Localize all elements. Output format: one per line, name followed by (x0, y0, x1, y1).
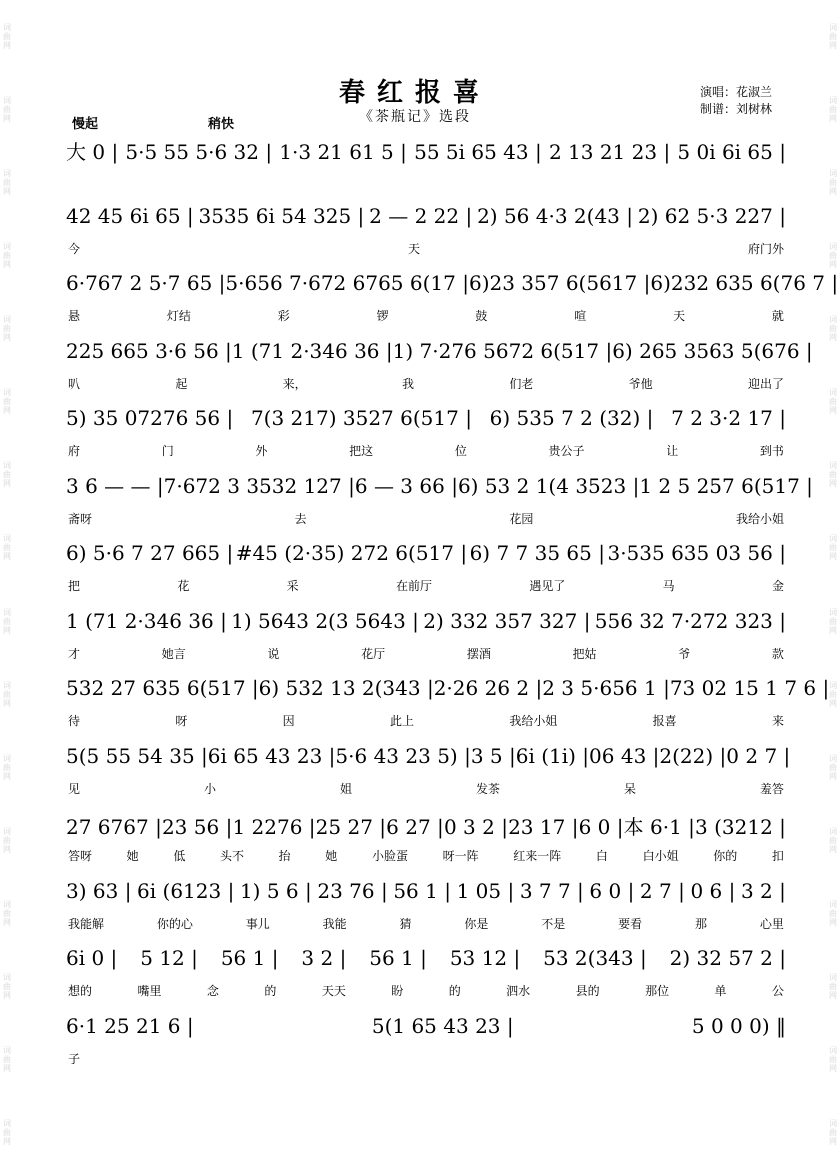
lyric-word: 们老 (509, 376, 534, 391)
lyric-word: 心里 (759, 916, 784, 931)
measure: 6)23 357 6(5617 | (468, 271, 651, 295)
measure: 1 (71 2·346 36 | (66, 608, 227, 633)
lyric-word: 呀 (175, 714, 188, 728)
measure: 2 7 | (639, 878, 685, 903)
lyric-word: 就 (771, 309, 784, 323)
lyric-line (66, 375, 786, 392)
measure: 1) 5643 2(3 5643 | (231, 608, 419, 633)
measure: 06 43 | (589, 743, 660, 768)
watermark: 词 曲 网 (3, 899, 11, 927)
measure: 2) 62 5·3 227 | (637, 203, 786, 228)
lyric-word: 呆 (623, 781, 636, 796)
lyric-word: 马 (662, 579, 675, 593)
measure: 2) 32 57 2 | (669, 946, 786, 970)
lyric-word: 她 (325, 849, 338, 863)
lyric-word: 花园 (509, 511, 534, 526)
lyric-word: 爷 (678, 646, 691, 661)
measure: 6 27 | (386, 815, 444, 839)
credits (700, 84, 772, 118)
measure: 6i 65 43 23 | (207, 743, 336, 768)
watermark: 词 曲 网 (3, 23, 11, 51)
notation-line (66, 1014, 786, 1038)
measure: 6i 0 | (66, 946, 118, 970)
notation-line (66, 946, 786, 970)
measure: 6) 532 13 2(343 | (258, 676, 434, 700)
watermark: 词 曲 网 (3, 607, 11, 635)
lyric-word: 爷他 (628, 376, 653, 391)
measure: 55 5i 65 43 | (414, 140, 542, 164)
measure: 1 2276 | (232, 815, 316, 839)
measure: 7(3 217) 3527 6(517 | (250, 406, 472, 430)
lyric-word: 报喜 (652, 714, 677, 728)
lyric-word: 呀一阵 (442, 849, 479, 863)
measure: 56 1 | (393, 878, 451, 903)
lyric-word: 要看 (618, 916, 643, 931)
notation-line (66, 541, 786, 565)
lyric-word: 单 (714, 984, 727, 998)
score-line (66, 466, 813, 534)
lyric-word: 到书 (759, 444, 784, 458)
lyric-word: 喧 (574, 309, 587, 323)
lyric-word: 低 (173, 849, 186, 863)
measure: 3 5 | (470, 743, 516, 768)
lyric-word: 你的心 (156, 916, 193, 931)
measure: 5·5 55 5·6 32 | (125, 140, 273, 164)
measure: 3535 6i 54 325 | (198, 203, 365, 228)
measure: 3 6 — — | (66, 473, 164, 498)
lyric-line (66, 510, 786, 527)
lyric-line (66, 915, 786, 932)
measure: 225 665 3·6 56 | (66, 338, 232, 363)
measure: 6i (1i) | (515, 743, 590, 768)
lyric-word: 斋呀 (68, 511, 93, 526)
watermark: 词 曲 网 (829, 534, 837, 562)
lyric-word: 天 (673, 309, 686, 323)
lyric-word: 红来一阵 (513, 849, 562, 863)
watermark: 词 曲 网 (3, 680, 11, 708)
measure: 6 0 | (578, 815, 624, 839)
lyric-line (66, 780, 786, 797)
lyric-word: 遇见了 (529, 579, 566, 593)
measure: 2 13 21 23 | (548, 140, 671, 164)
lyric-word: 你是 (464, 916, 489, 931)
watermark: 词 曲 网 (829, 1118, 837, 1146)
measure: 2 — 2 22 | (369, 203, 473, 228)
lyric-word: 来 (771, 714, 784, 728)
lyric-word: 泗水 (506, 984, 531, 998)
measure: 1 05 | (456, 878, 515, 903)
lyric-word: 她言 (161, 646, 186, 661)
score-line (66, 331, 813, 399)
lyric-word: 去 (294, 511, 307, 526)
notation-line (66, 406, 786, 430)
measure: 5(1 65 43 23 | (371, 1013, 514, 1038)
measure: 1) 5 6 | (239, 878, 312, 903)
lyric-line (66, 982, 786, 999)
score-line (66, 871, 786, 939)
lyric-word: 待 (68, 714, 81, 728)
score-line (66, 938, 786, 1006)
measure: 5) 35 07276 56 | (66, 406, 234, 430)
lyric-line (66, 577, 786, 594)
measure: 1 (71 2·346 36 | (231, 338, 393, 363)
measure: 1·3 21 61 5 | (279, 140, 407, 164)
measure: 6)232 635 6(76 7 | (650, 271, 839, 295)
measure: 7·672 3 3532 127 | (163, 473, 355, 498)
lyric-word: 盼 (391, 984, 404, 998)
lyric-word: 嘴里 (137, 984, 162, 998)
measure: 3 2 | (740, 878, 786, 903)
measure: 5·656 7·672 6765 6(17 | (225, 271, 469, 295)
lyric-word: 我能解 (68, 916, 105, 931)
lyric-word: 子 (68, 1051, 81, 1066)
notation-line (66, 879, 786, 903)
lyric-word: 位 (454, 444, 467, 458)
lyric-word: 把 (68, 579, 81, 593)
watermark: 词 曲 网 (829, 388, 837, 416)
lyric-word: 悬 (68, 309, 81, 323)
measure: 2) 56 4·3 2(43 | (477, 203, 633, 228)
lyric-line (66, 712, 786, 729)
watermark: 词 曲 网 (829, 607, 837, 635)
score-line (66, 668, 830, 736)
lyric-word: 那位 (645, 984, 670, 998)
measure: 5 0 0 0) ‖ (691, 1013, 786, 1038)
watermark: 词 曲 网 (829, 96, 837, 124)
lyric-word: 我给小姐 (509, 714, 558, 728)
lyric-word: 的 (448, 984, 461, 998)
measure: 532 27 635 6(517 | (66, 676, 259, 700)
watermark: 词 曲 网 (829, 242, 837, 270)
watermark: 词 曲 网 (3, 753, 11, 781)
lyric-word: 头不 (219, 849, 244, 863)
measure: 3 (3212 | (695, 815, 786, 839)
measure: 5 12 | (140, 946, 198, 970)
measure: 2·26 26 2 | (433, 676, 543, 700)
measure: 5(5 55 54 35 | (66, 743, 208, 768)
lyric-word: 府门外 (747, 241, 784, 256)
measure: 6) 535 7 2 (32) | (489, 406, 654, 430)
lyric-word: 外 (255, 444, 268, 458)
watermark: 词 曲 网 (829, 1045, 837, 1073)
measure: 23 76 | (317, 878, 388, 903)
measure: 3 2 | (301, 946, 347, 970)
notation-line (66, 204, 786, 228)
right-watermark-strip (826, 0, 840, 1169)
watermark: 词 曲 网 (829, 753, 837, 781)
measure: 1 2 5 257 6(517 | (639, 473, 813, 498)
lyric-word: 我给小姐 (735, 511, 784, 526)
tempo-mark-faster: 稍快 (208, 117, 235, 132)
notation-line (66, 473, 813, 498)
lyric-word: 天天 (321, 984, 346, 998)
lyric-word: 鼓 (475, 309, 488, 323)
lyric-word: 我能 (322, 916, 347, 931)
lyric-word: 来， (282, 376, 307, 391)
watermark: 词 曲 网 (829, 826, 837, 854)
lyric-word: 门 (161, 444, 174, 458)
notation-credit: 制谱：刘树林 (700, 102, 773, 116)
lyric-line (66, 645, 786, 662)
lyric-word: 迎出了 (747, 376, 784, 391)
lyric-word: 公 (771, 984, 784, 998)
notation-line (66, 338, 813, 363)
lyric-word: 小脸蛋 (371, 849, 408, 863)
lyric-word: 小 (203, 781, 216, 796)
measure: 6·767 2 5·7 65 | (66, 271, 226, 295)
measure: 7 2 3·2 17 | (671, 406, 786, 430)
lyric-word: 彩 (277, 309, 290, 323)
notation-line (66, 743, 791, 768)
lyric-word: 县的 (575, 984, 600, 998)
measure: 0 6 | (690, 878, 736, 903)
lyric-word: 她 (126, 849, 139, 863)
notation-line (66, 811, 786, 840)
watermark: 词 曲 网 (829, 899, 837, 927)
measure: 42 45 6i 65 | (66, 203, 194, 228)
measure: 6 0 | (589, 878, 635, 903)
notation-line (66, 136, 786, 165)
measure: 5 0i 6i 65 | (677, 140, 786, 164)
lyric-word: 花 (177, 579, 190, 593)
lyric-word: 锣 (376, 309, 389, 323)
watermark: 词 曲 网 (3, 972, 11, 1000)
lyric-word: 把这 (349, 444, 374, 458)
measure: 3) 63 | (66, 878, 132, 903)
measure: 23 56 | (161, 815, 233, 839)
tempo-mark-start: 慢起 (72, 117, 99, 132)
measure: 3·535 635 03 56 | (607, 541, 786, 565)
lyric-word: 你的 (713, 849, 738, 863)
song-title: 春红报喜 (338, 78, 491, 108)
watermark: 词 曲 网 (829, 23, 837, 51)
measure: 56 1 | (220, 946, 279, 970)
watermark: 词 曲 网 (829, 169, 837, 197)
lyric-word: 不是 (541, 916, 566, 931)
score-line (66, 398, 786, 466)
measure: 53 2(343 | (543, 946, 647, 970)
measure: 1) 7·276 5672 6(517 | (392, 338, 613, 363)
watermark: 词 曲 网 (3, 1118, 11, 1146)
measure: 73 02 15 1 7 6 | (669, 676, 830, 700)
score-line (66, 803, 786, 871)
lyric-word: 羞答 (759, 781, 784, 796)
lyric-word: 见 (68, 781, 81, 796)
score-line (66, 736, 791, 804)
watermark: 词 曲 网 (3, 315, 11, 343)
watermark: 词 曲 网 (829, 315, 837, 343)
lyric-word: 让 (666, 444, 679, 458)
lyric-word: 才 (68, 646, 81, 661)
lyric-word: 起 (175, 376, 188, 391)
watermark: 词 曲 网 (3, 169, 11, 197)
lyric-word: 天 (407, 241, 420, 256)
left-watermark-strip (0, 0, 14, 1169)
measure: 2 3 5·656 1 | (542, 676, 670, 700)
watermark: 词 曲 网 (829, 680, 837, 708)
lyric-word: 今 (68, 241, 81, 256)
singer-credit: 演唱：花淑兰 (700, 85, 773, 99)
score-line (66, 128, 786, 196)
measure: 56 1 | (369, 946, 427, 970)
measure: 2) 332 357 327 | (423, 608, 591, 633)
lyric-line (66, 1050, 786, 1067)
measure: 23 17 | (508, 815, 579, 839)
measure: 3 7 7 | (519, 878, 584, 903)
lyric-word: 我 (401, 376, 414, 391)
watermark: 词 曲 网 (3, 461, 11, 489)
lyric-word: 此上 (389, 714, 414, 728)
lyric-word: 的 (264, 984, 277, 998)
measure: 大 0 | (66, 140, 119, 164)
notation-line (66, 271, 839, 295)
lyric-word: 因 (282, 714, 295, 728)
lyric-word: 猜 (399, 916, 412, 931)
lyric-word: 款 (771, 646, 784, 661)
watermark: 词 曲 网 (3, 388, 11, 416)
lyric-word: 那 (695, 916, 708, 931)
measure: 53 12 | (449, 946, 521, 970)
lyric-word: 灯结 (166, 309, 191, 323)
lyric-word: 在前厅 (395, 579, 432, 593)
song-subtitle: 《茶瓶记》选段 (359, 109, 471, 125)
measure: 6) 7 7 35 65 | (469, 541, 605, 565)
lyric-word: 金 (771, 579, 784, 593)
watermark: 词 曲 网 (3, 534, 11, 562)
lyric-word: 花厅 (361, 646, 386, 661)
lyric-word: 白小姐 (642, 849, 679, 863)
watermark: 词 曲 网 (3, 96, 11, 124)
measure: 6) 53 2 1(4 3523 | (457, 473, 640, 498)
watermark: 词 曲 网 (829, 461, 837, 489)
measure: 5·6 43 23 5) | (335, 743, 471, 768)
score-line (66, 1006, 786, 1074)
notation-line (66, 609, 786, 633)
measure: 27 6767 | (66, 815, 162, 839)
measure: 本 6·1 | (623, 815, 695, 839)
measure: 6i (6123 | (137, 878, 235, 903)
watermark: 词 曲 网 (3, 242, 11, 270)
lyric-word: 白 (595, 849, 608, 863)
lyric-word: 府 (68, 444, 81, 458)
lyric-word: 采 (286, 579, 299, 593)
lyric-word: 摆酒 (466, 646, 491, 661)
lyric-word: 发茶 (475, 781, 500, 796)
lyric-line (66, 847, 786, 864)
measure: 6 — 3 66 | (354, 473, 458, 498)
lyric-line (66, 307, 786, 324)
measure: 6) 5·6 7 27 665 | (66, 541, 234, 565)
score-line (66, 196, 786, 264)
lyric-word: 抬 (278, 849, 291, 863)
measure: 2(22) | (659, 743, 727, 768)
measure: 25 27 | (315, 815, 387, 839)
measure: 556 32 7·272 323 | (594, 608, 786, 633)
lyric-line (66, 442, 786, 459)
lyric-word: 贵公子 (548, 444, 585, 458)
lyric-word: 扣 (771, 849, 784, 863)
lyric-word: 说 (267, 646, 280, 661)
measure: 0 3 2 | (443, 815, 508, 839)
lyric-word: 想的 (68, 984, 93, 998)
lyric-word: 念 (206, 984, 219, 998)
measure: 0 2 7 | (726, 743, 791, 768)
lyric-word: 答呀 (68, 849, 93, 863)
lyric-line (66, 240, 786, 257)
watermark: 词 曲 网 (829, 972, 837, 1000)
score-line (66, 533, 786, 601)
notation-line (66, 676, 830, 700)
measure: 6) 265 3563 5(676 | (612, 338, 813, 363)
lyric-word: 姐 (339, 781, 352, 796)
lyric-word: 叭 (68, 376, 81, 391)
measure: #45 (2·35) 272 6(517 | (235, 541, 468, 565)
score-line (66, 601, 786, 669)
measure: 6·1 25 21 6 | (66, 1013, 194, 1038)
watermark: 词 曲 网 (3, 826, 11, 854)
lyric-word: 事儿 (245, 916, 270, 931)
watermark: 词 曲 网 (3, 1045, 11, 1073)
lyric-word: 把姑 (572, 646, 597, 661)
